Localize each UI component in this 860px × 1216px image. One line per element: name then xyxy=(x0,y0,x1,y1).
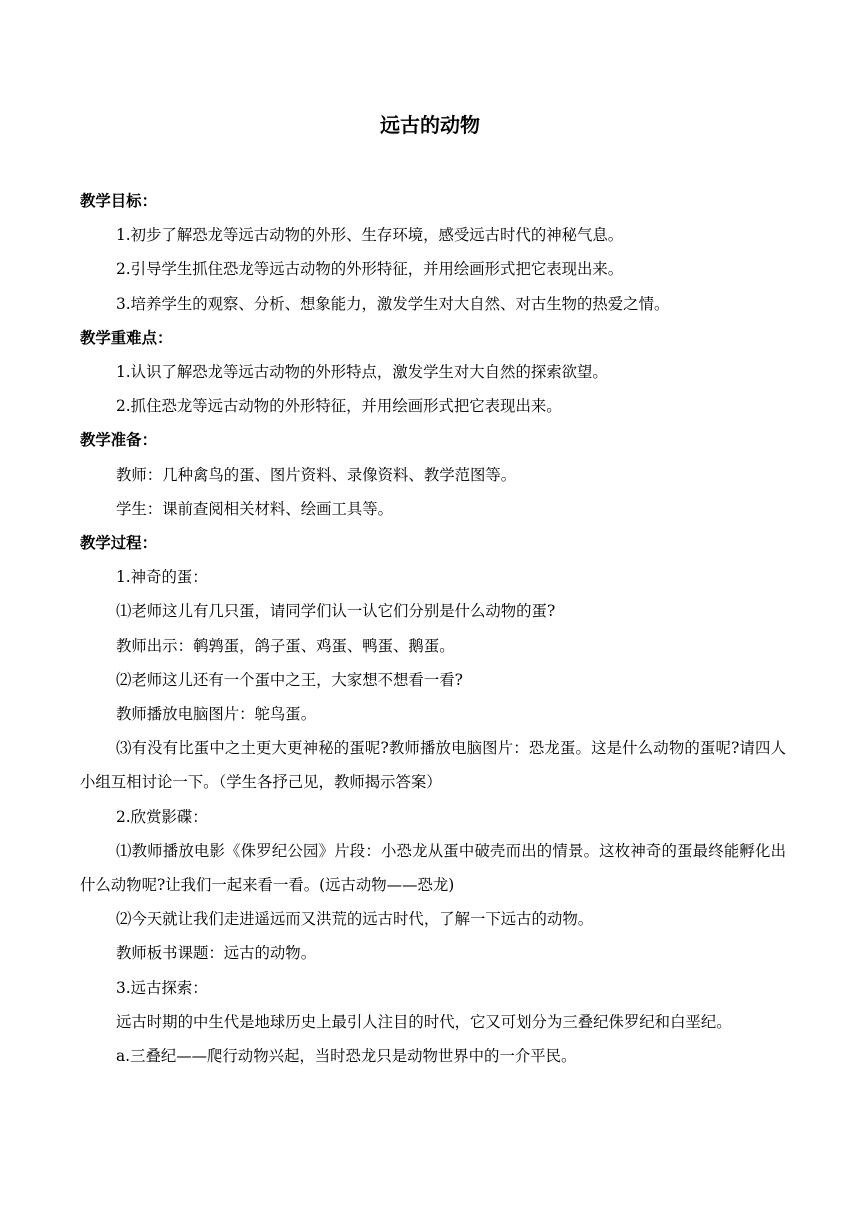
process-paragraph: 教师板书课题：远古的动物。 xyxy=(116,944,317,963)
page-title: 远古的动物 xyxy=(380,113,480,137)
process-paragraph: ⑵今天就让我们走进遥远而又洪荒的远古时代，了解一下远古的动物。 xyxy=(116,910,594,929)
section-heading-process: 教学过程： xyxy=(80,534,157,553)
section-heading-goals: 教学目标： xyxy=(80,192,157,210)
process-paragraph: ⑶有没有比蛋中之土更大更神秘的蛋呢?教师播放电脑图片：恐龙蛋。这是什么动物的蛋呢?请四人小组互相讨论一下。（学生各抒己见，教师揭示答案） xyxy=(80,739,786,792)
process-paragraph: 远古时期的中生代是地球历史上最引人注目的时代，它又可划分为三叠纪侏罗纪和白垩纪。 xyxy=(116,1012,732,1031)
goal-item: 1.初步了解恐龙等远古动物的外形、生存环境，感受远古时代的神秘气息。 xyxy=(116,226,624,245)
process-paragraph: ⑵老师这儿还有一个蛋中之王，大家想不想看一看? xyxy=(116,670,463,689)
process-paragraph: ⑴老师这儿有几只蛋，请同学们认一认它们分别是什么动物的蛋? xyxy=(116,602,556,621)
section-heading-preparation: 教学准备： xyxy=(80,431,157,450)
process-step-heading: 3.远古探索： xyxy=(116,978,208,997)
process-paragraph: 教师播放电脑图片：鸵鸟蛋。 xyxy=(116,705,317,724)
process-step-heading: 1.神奇的蛋： xyxy=(116,568,208,587)
goal-item: 2.引导学生抓住恐龙等远古动物的外形特征，并用绘画形式把它表现出来。 xyxy=(116,260,624,279)
keypoint-item: 1.认识了解恐龙等远古动物的外形特点，激发学生对大自然的探索欲望。 xyxy=(116,363,608,382)
preparation-item: 学生：课前查阅相关材料、绘画工具等。 xyxy=(116,499,394,518)
goal-item: 3.培养学生的观察、分析、想象能力，激发学生对大自然、对古生物的热爱之情。 xyxy=(116,294,670,313)
process-step-heading: 2.欣赏影碟： xyxy=(116,807,208,826)
preparation-item: 教师：几种禽鸟的蛋、图片资料、录像资料、教学范图等。 xyxy=(116,465,517,484)
process-paragraph: a.三叠纪——爬行动物兴起，当时恐龙只是动物世界中的一介平民。 xyxy=(116,1047,577,1066)
process-paragraph: 教师出示：鹌鹑蛋，鸽子蛋、鸡蛋、鸭蛋、鹅蛋。 xyxy=(116,636,455,655)
keypoint-item: 2.抓住恐龙等远古动物的外形特征，并用绘画形式把它表现出来。 xyxy=(116,397,562,416)
process-paragraph: ⑴教师播放电影《侏罗纪公园》片段：小恐龙从蛋中破壳而出的情景。这枚神奇的蛋最终能孵化出什么动物呢?让我们一起来看一看。(远古动物——恐龙) xyxy=(80,841,786,895)
section-heading-keypoints: 教学重难点： xyxy=(80,328,173,347)
document-body xyxy=(80,184,786,1073)
